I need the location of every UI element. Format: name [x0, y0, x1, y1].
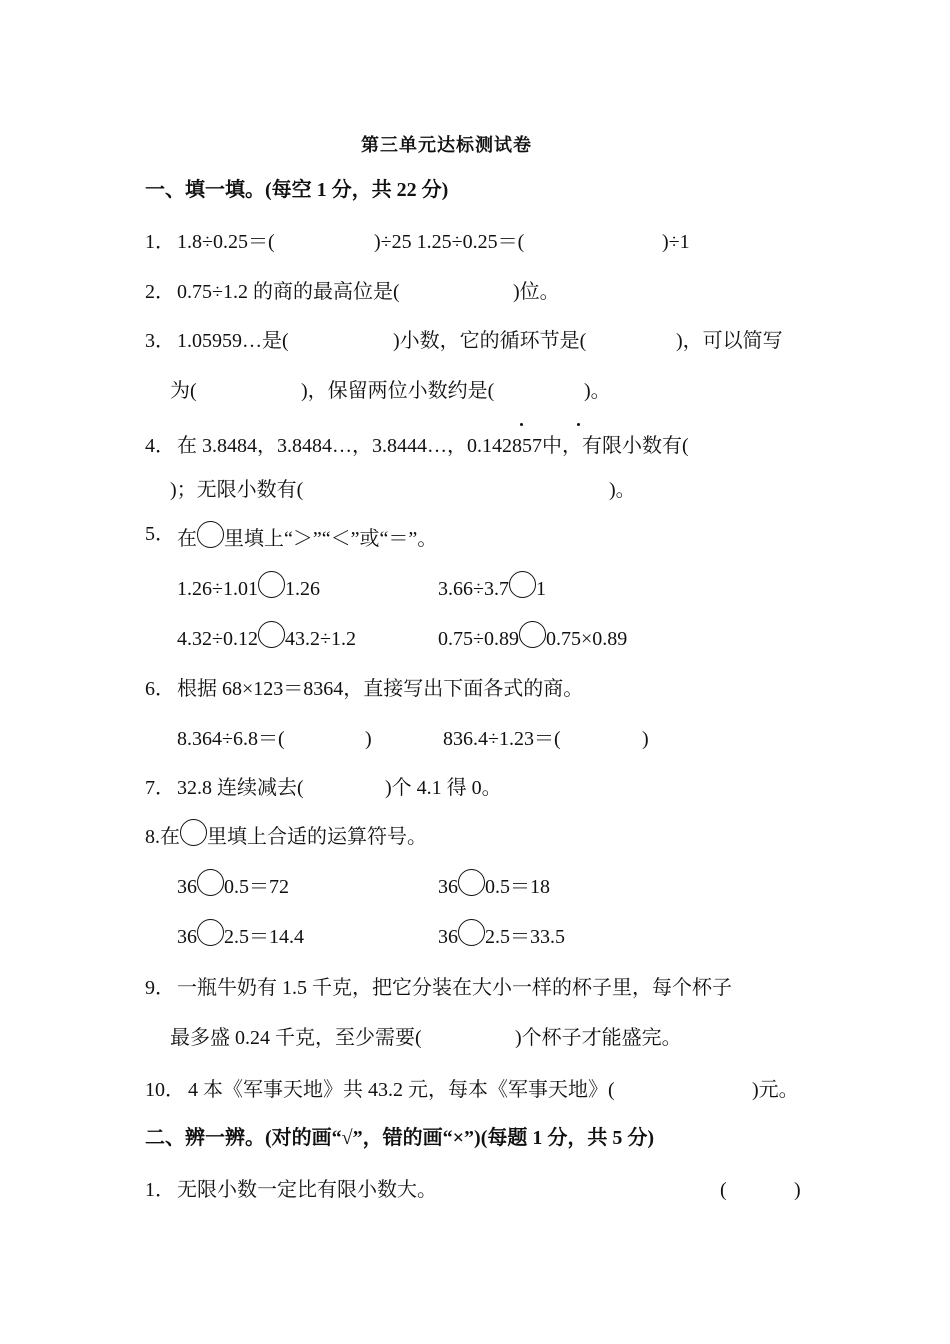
comparison-item [438, 571, 546, 602]
question-number: 8.在 [145, 826, 180, 848]
expression-left: 4.32÷0.12 [177, 628, 258, 650]
question-number: 1． [145, 231, 175, 253]
operand: 2.5＝14.4 [224, 926, 304, 948]
question-text: ) [642, 728, 649, 750]
question-text: 836.4÷1.23＝( [443, 728, 561, 750]
question-text: )位。 [513, 281, 560, 303]
repeating-decimal-dot [577, 423, 580, 426]
answer-circle[interactable] [519, 621, 546, 648]
answer-circle[interactable] [197, 919, 224, 946]
answer-circle[interactable] [458, 919, 485, 946]
expression-left: 1.26÷1.01 [177, 578, 258, 600]
question-text: 为( [170, 380, 197, 402]
question-number: 6． [145, 678, 175, 700]
equation-item [177, 919, 304, 950]
question-number: 5． [145, 523, 175, 545]
operand: 0.5＝72 [224, 876, 289, 898]
expression-right: 1.26 [284, 578, 320, 600]
question-text: 无限小数一定比有限小数大。 [177, 1179, 437, 1201]
question-number: 9． [145, 977, 175, 999]
answer-circle[interactable] [197, 869, 224, 896]
question-text: )个 4.1 得 0。 [385, 777, 502, 799]
question-number: 2． [145, 281, 175, 303]
expression-right: 43.2÷1.2 [284, 628, 356, 650]
expression-left: 0.75÷0.89 [438, 628, 519, 650]
question-text: 一瓶牛奶有 1.5 千克，把它分装在大小一样的杯子里，每个杯子 [177, 977, 732, 999]
question-text: 里填上“＞”“＜”或“＝”。 [224, 528, 438, 550]
operand: 36 [438, 876, 458, 898]
question-text: )。 [584, 380, 611, 402]
question-text: )÷25 1.25÷0.25＝( [374, 231, 525, 253]
expression-left: 3.66÷3.7 [438, 578, 509, 600]
question-text: )÷1 [662, 231, 690, 253]
section-1-heading: 一、填一填。(每空 1 分，共 22 分) [145, 179, 449, 201]
question-number: 7． [145, 777, 175, 799]
question-text: )，保留两位小数约是( [301, 380, 495, 402]
answer-circle[interactable] [180, 819, 207, 846]
repeating-decimal-dot [520, 423, 523, 426]
question-text: )小数，它的循环节是( [393, 330, 587, 352]
answer-paren-open: ( [720, 1179, 727, 1201]
question-text: )元。 [752, 1079, 799, 1101]
operand: 36 [438, 926, 458, 948]
comparison-item [177, 571, 320, 602]
question-text: )个杯子才能盛完。 [515, 1027, 682, 1049]
question-number: 1． [145, 1179, 175, 1201]
question-text [177, 521, 437, 552]
question-text: 1.8÷0.25＝( [177, 231, 275, 253]
section-2-heading: 二、辨一辨。(对的画“√”，错的画“×”)(每题 1 分，共 5 分) [145, 1127, 655, 1149]
answer-circle[interactable] [258, 621, 285, 648]
question-text: 8.364÷6.8＝( [177, 728, 285, 750]
question-text: 在 3.8484，3.8484…，3.8444…，0.142857中，有限小数有( [177, 435, 689, 457]
answer-circle[interactable] [509, 571, 536, 598]
comparison-item [177, 621, 356, 652]
question-text: 1.05959…是( [177, 330, 289, 352]
question-text: 根据 68×123＝8364，直接写出下面各式的商。 [177, 678, 584, 700]
comparison-item [438, 621, 627, 652]
question-text: 4 本《军事天地》共 43.2 元，每本《军事天地》( [188, 1079, 615, 1101]
question-text: )。 [609, 479, 636, 501]
question-number: 10． [145, 1079, 185, 1101]
question-text: 在 [177, 528, 197, 550]
answer-paren-close: ) [794, 1179, 801, 1201]
answer-circle[interactable] [258, 571, 285, 598]
question-text: 32.8 连续减去( [177, 777, 304, 799]
question-number: 4． [145, 435, 175, 457]
question-text: )；无限小数有( [170, 479, 304, 501]
page-title: 第三单元达标测试卷 [361, 135, 532, 155]
equation-item [177, 869, 289, 900]
question-text: 里填上合适的运算符号。 [207, 826, 427, 848]
operand: 36 [177, 876, 197, 898]
question-text: 最多盛 0.24 千克，至少需要( [170, 1027, 422, 1049]
expression-right: 0.75×0.89 [545, 628, 628, 650]
question-number: 3． [145, 330, 175, 352]
equation-item [438, 919, 565, 950]
answer-circle[interactable] [197, 521, 224, 548]
question-text: 0.75÷1.2 的商的最高位是( [177, 281, 400, 303]
equation-item [438, 869, 550, 900]
operand: 36 [177, 926, 197, 948]
question-text [145, 819, 427, 850]
question-text: ) [365, 728, 372, 750]
operand: 0.5＝18 [485, 876, 550, 898]
operand: 2.5＝33.5 [485, 926, 565, 948]
expression-right: 1 [535, 578, 546, 600]
question-text: )，可以简写 [676, 330, 783, 352]
answer-circle[interactable] [458, 869, 485, 896]
